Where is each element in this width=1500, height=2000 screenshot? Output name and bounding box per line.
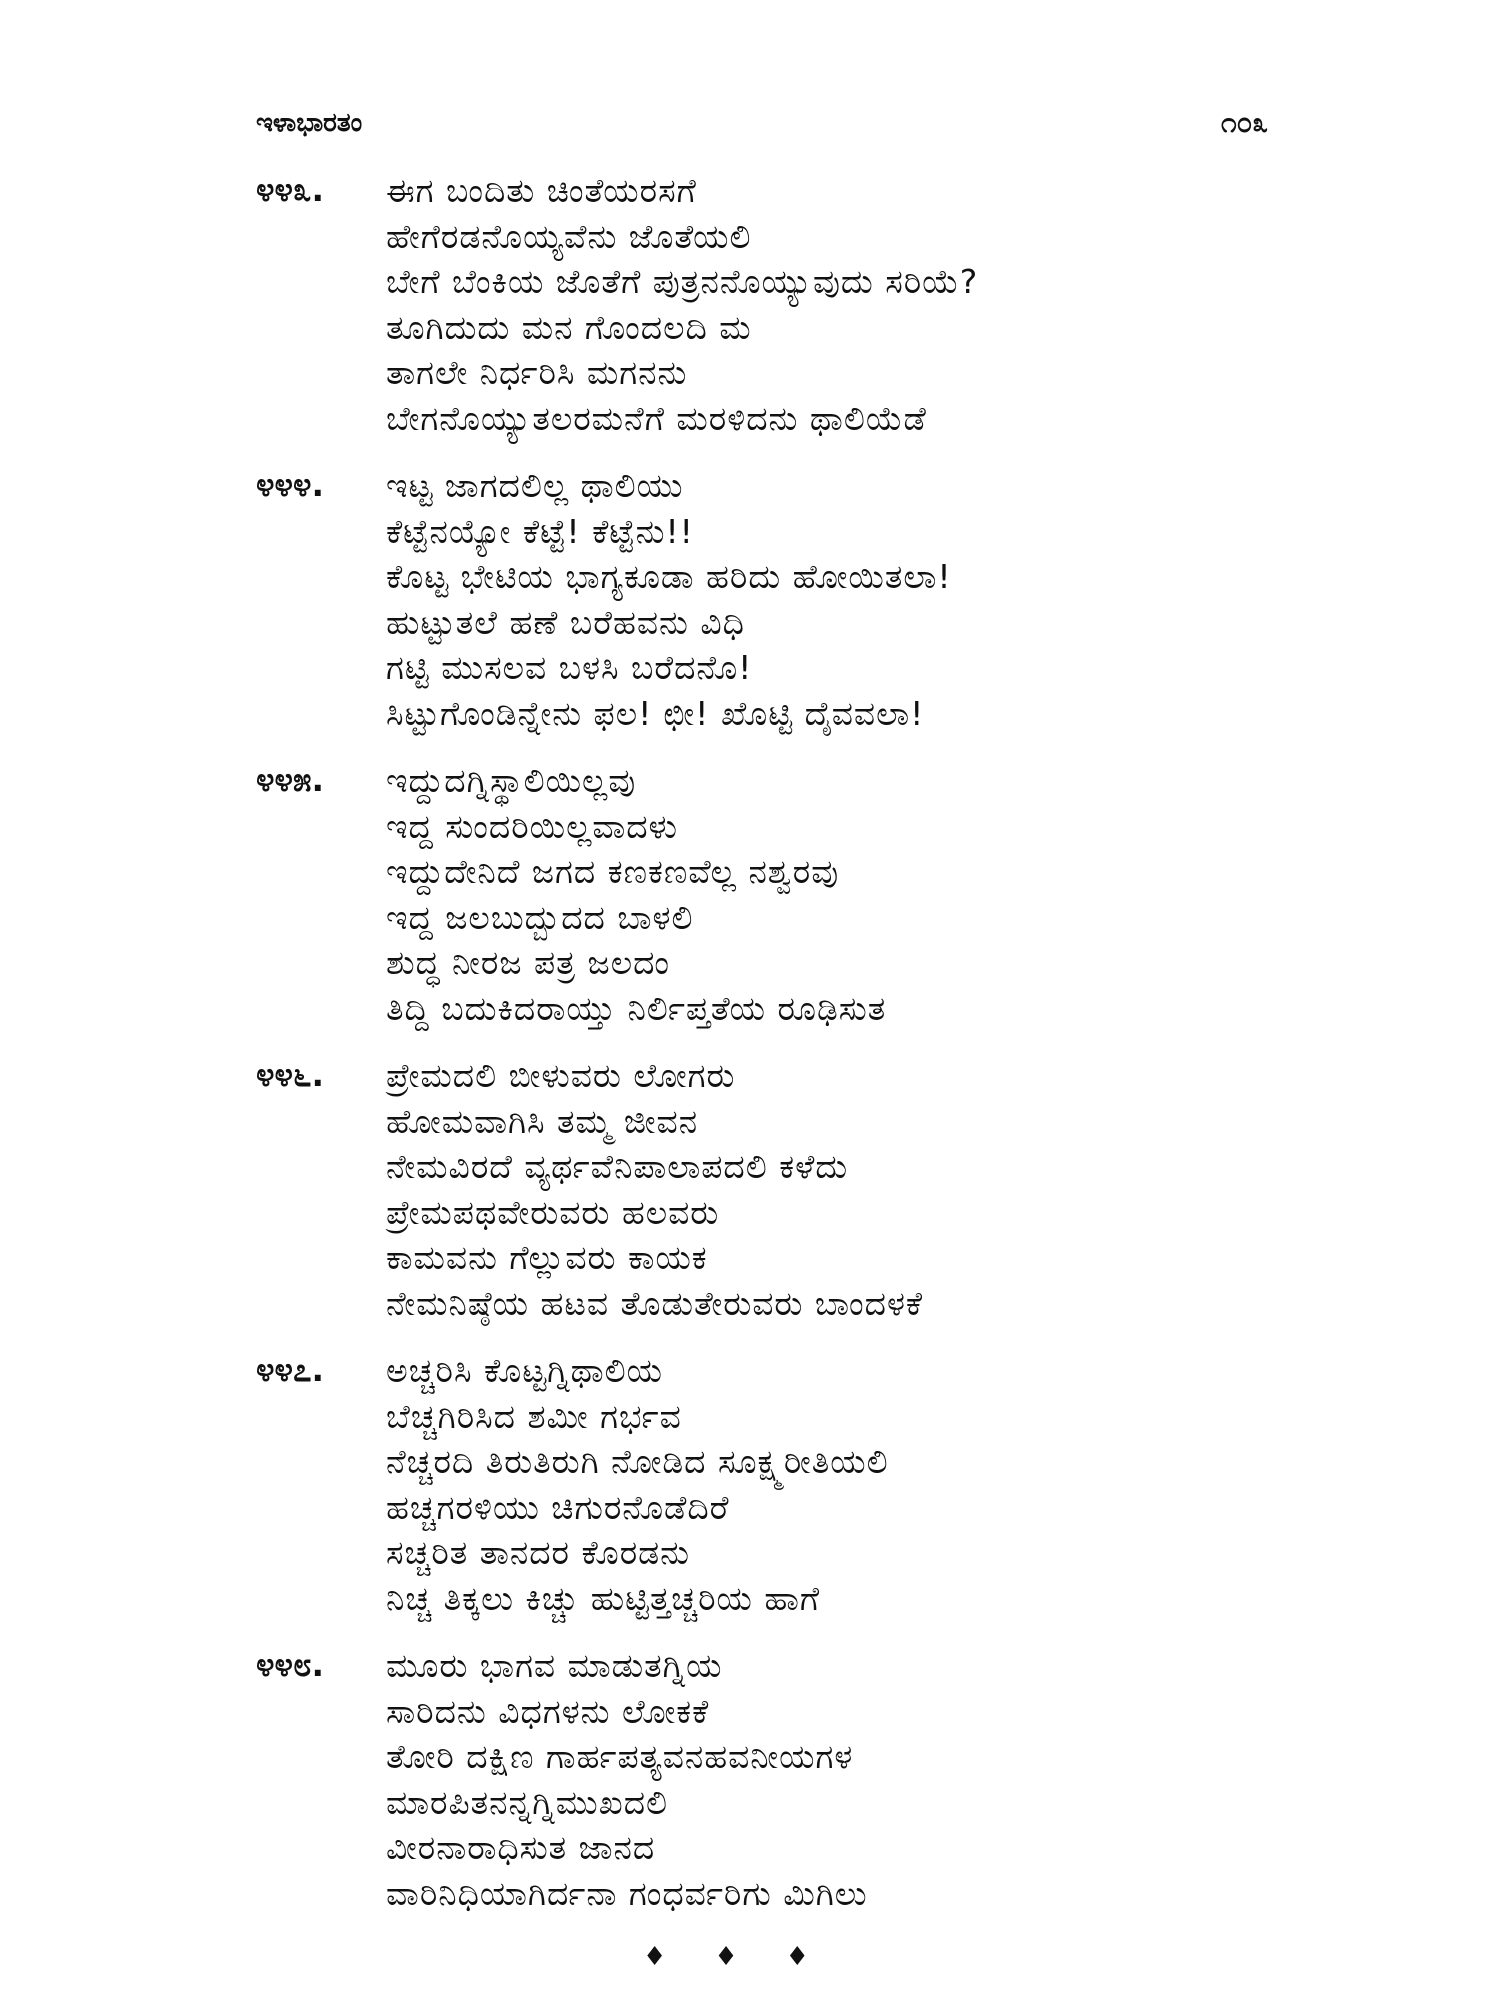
verse-line: ಮೂರು ಭಾಗವ ಮಾಡುತಗ್ನಿಯ bbox=[386, 1646, 723, 1685]
verse-line: ಇದ್ದುದೇನಿದೆ ಜಗದ ಕಣಕಣವೆಲ್ಲ ನಶ್ವರವು bbox=[386, 852, 840, 891]
verse-line: ಸಚ್ಚರಿತ ತಾನದರ ಕೊರಡನು bbox=[386, 1533, 691, 1572]
page-number: ೧೦೩ bbox=[1220, 106, 1268, 139]
verse-lines bbox=[386, 168, 1336, 441]
verse-line: ಈಗ ಬಂದಿತು ಚಿಂತೆಯರಸಗೆ bbox=[386, 171, 697, 210]
verse-number: ೪೪೩. bbox=[256, 170, 324, 209]
verse-number: ೪೪೭. bbox=[256, 1350, 324, 1389]
verse-lines bbox=[386, 1053, 1336, 1326]
verse-line: ಪ್ರೇಮಪಥವೇರುವರು ಹಲವರು bbox=[386, 1192, 720, 1232]
verse-line: ಬೆಚ್ಚಗಿರಿಸಿದ ಶಮೀ ಗರ್ಭವ bbox=[386, 1396, 682, 1436]
verse-line: ಬೇಗೆ ಬೆಂಕಿಯ ಜೊತೆಗೆ ಪುತ್ರನನೊಯ್ಯುವುದು ಸರಿಯೆ? bbox=[386, 262, 979, 301]
verse-line: ಮಾರಪಿತನನ್ನಗ್ನಿಮುಖದಲಿ bbox=[386, 1782, 669, 1822]
verse-line: ತಿದ್ದಿ ಬದುಕಿದರಾಯ್ತು ನಿರ್ಲಿಪ್ತತೆಯ ರೂಢಿಸುತ bbox=[386, 988, 887, 1028]
verse-line: ಕೆಟ್ಟೆನಯ್ಯೋ ಕೆಟ್ಟೆ! ಕೆಟ್ಟೆನು!! bbox=[386, 511, 694, 551]
verse-lines bbox=[386, 1348, 1336, 1621]
verse-stanza bbox=[256, 1053, 1336, 1326]
verse-number: ೪೪೪. bbox=[256, 465, 324, 504]
end-ornament bbox=[0, 1942, 1500, 1972]
verse-stanza bbox=[256, 1348, 1336, 1621]
verse-line: ಹಚ್ಚಗರಳಿಯು ಚಿಗುರನೊಡೆದಿರೆ bbox=[386, 1487, 730, 1527]
verse-stanza bbox=[256, 168, 1336, 441]
verse-line: ಇಟ್ಟ ಜಾಗದಲಿಲ್ಲ ಥಾಲಿಯು bbox=[386, 466, 684, 505]
verse-line: ಬೇಗನೊಯ್ಯುತಲರಮನೆಗೆ ಮರಳಿದನು ಥಾಲಿಯೆಡೆ bbox=[386, 398, 927, 438]
verse-line: ತೂಗಿದುದು ಮನ ಗೊಂದಲದಿ ಮ bbox=[386, 307, 752, 347]
verse-line: ಇದ್ದ ಜಲಬುದ್ಬುದದ ಬಾಳಲಿ bbox=[386, 897, 694, 937]
verse-line: ವಾರಿನಿಧಿಯಾಗಿರ್ದನಾ ಗಂಧರ್ವರಿಗು ಮಿಗಿಲು bbox=[386, 1873, 868, 1913]
verse-stanza bbox=[256, 758, 1336, 1031]
verse-line: ಹುಟ್ಟುತಲೆ ಹಣೆ ಬರೆಹವನು ವಿಧಿ bbox=[386, 602, 745, 642]
verse-line: ನೇಮವಿರದೆ ವ್ಯರ್ಥವೆನಿಪಾಲಾಪದಲಿ ಕಳೆದು bbox=[386, 1147, 849, 1186]
verse-stanza bbox=[256, 1643, 1336, 1916]
diamond-ornament-icon: ♦ bbox=[785, 1942, 857, 1972]
verse-line: ಹೇಗೆರಡನೊಯ್ಯವೆನು ಜೊತೆಯಲಿ bbox=[386, 216, 752, 256]
verse-line: ನೆಚ್ಚರದಿ ತಿರುತಿರುಗಿ ನೋಡಿದ ಸೂಕ್ಷ್ಮರೀತಿಯಲಿ bbox=[386, 1442, 889, 1481]
diamond-ornament-icon: ♦ bbox=[643, 1942, 715, 1972]
verse-line: ವೀರನಾರಾಧಿಸುತ ಜಾನದ bbox=[386, 1828, 656, 1867]
verse-lines bbox=[386, 758, 1336, 1031]
verse-lines bbox=[386, 1643, 1336, 1916]
verse-stanza bbox=[256, 463, 1336, 736]
running-head: ಇಳಾಭಾರತಂ bbox=[256, 108, 363, 138]
diamond-ornament-icon: ♦ bbox=[714, 1942, 786, 1972]
verse-line: ಅಚ್ಚರಿಸಿ ಕೊಟ್ಟಗ್ನಿಥಾಲಿಯ bbox=[386, 1351, 663, 1390]
stanza-list bbox=[256, 168, 1336, 1938]
verse-line: ಹೋಮವಾಗಿಸಿ ತಮ್ಮ ಜೀವನ bbox=[386, 1101, 699, 1141]
verse-number: ೪೪೮. bbox=[256, 1645, 324, 1684]
verse-line: ಪ್ರೇಮದಲಿ ಬೀಳುವರು ಲೋಗರು bbox=[386, 1056, 736, 1095]
verse-line: ಇದ್ದ ಸುಂದರಿಯಿಲ್ಲವಾದಳು bbox=[386, 806, 678, 846]
verse-number: ೪೪೬. bbox=[256, 1055, 324, 1094]
verse-line: ಸಾರಿದನು ವಿಧಗಳನು ಲೋಕಕೆ bbox=[386, 1691, 710, 1731]
verse-number: ೪೪೫. bbox=[256, 760, 324, 799]
verse-line: ಕಾಮವನು ಗೆಲ್ಲುವರು ಕಾಯಕ bbox=[386, 1238, 708, 1277]
verse-line: ತೋರಿ ದಕ್ಷಿಣ ಗಾರ್ಹಪತ್ಯವನಹವನೀಯಗಳ bbox=[386, 1737, 854, 1776]
verse-line: ಗಟ್ಟಿ ಮುಸಲವ ಬಳಸಿ ಬರೆದನೊ! bbox=[386, 648, 753, 687]
verse-line: ತಾಗಲೇ ನಿರ್ಧರಿಸಿ ಮಗನನು bbox=[386, 353, 688, 392]
verse-line: ನಿಚ್ಚ ತಿಕ್ಕಲು ಕಿಚ್ಚು ಹುಟ್ಟಿತ್ತಚ್ಚರಿಯ ಹಾಗೆ bbox=[386, 1578, 821, 1618]
verse-lines bbox=[386, 463, 1336, 736]
verse-line: ಸಿಟ್ಟುಗೊಂಡಿನ್ನೇನು ಫಲ! ಛೀ! ಖೊಟ್ಟಿ ದೈವವಲಾ! bbox=[386, 693, 925, 733]
verse-line: ಇದ್ದುದಗ್ನಿಸ್ಥಾಲಿಯಿಲ್ಲವು bbox=[386, 761, 637, 800]
verse-line: ಕೊಟ್ಟ ಭೇಟಿಯ ಭಾಗ್ಯಕೂಡಾ ಹರಿದು ಹೋಯಿತಲಾ! bbox=[386, 557, 952, 596]
verse-line: ನೇಮನಿಷ್ಠೆಯ ಹಟವ ತೊಡುತೇರುವರು ಬಾಂದಳಕೆ bbox=[386, 1283, 924, 1323]
verse-line: ಶುದ್ಧ ನೀರಜ ಪತ್ರ ಜಲದಂ bbox=[386, 943, 671, 982]
